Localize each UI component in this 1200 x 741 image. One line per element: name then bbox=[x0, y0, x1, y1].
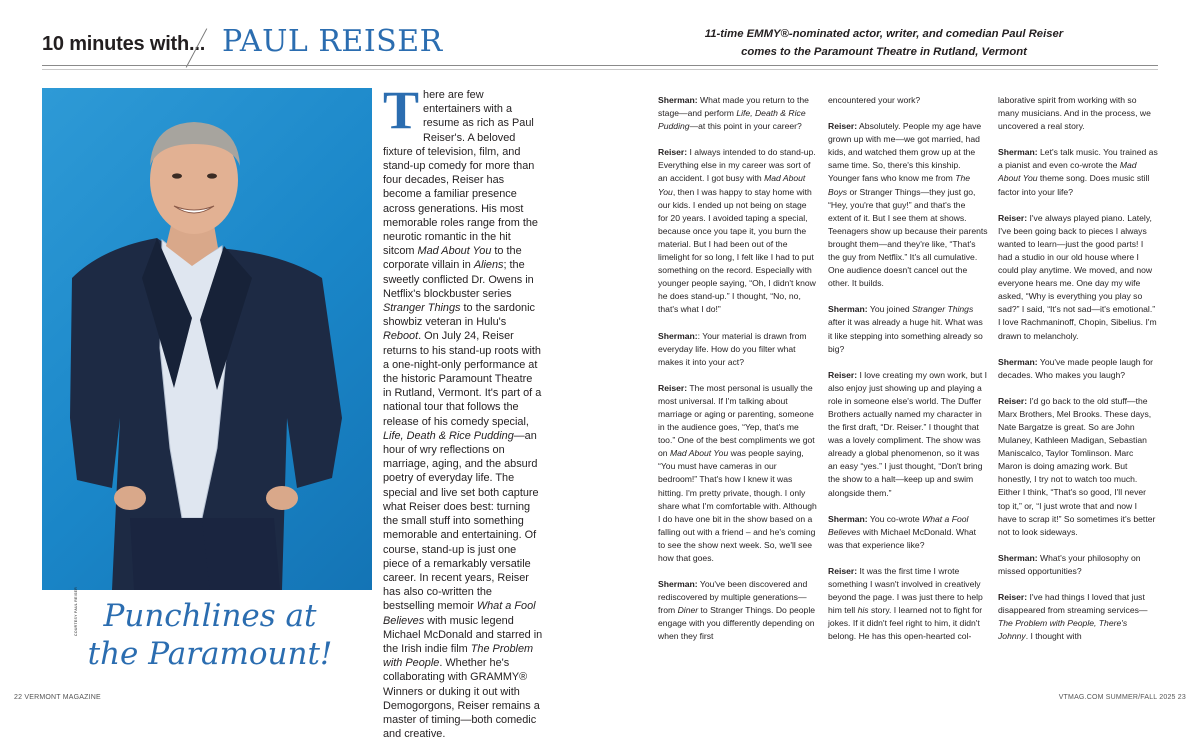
interview-paragraph bbox=[658, 146, 818, 316]
section-kicker: 10 minutes with... bbox=[42, 33, 206, 55]
paragraph-text: : Your material is drawn from everyday life. How do you filter what makes it into your act? bbox=[658, 330, 807, 367]
paragraph-tail: , then I was happy to stay home with our kids. I ended up not being on stage for 20 years. I avoided taping a special, because once you tape it, you burn the material. But I had been out of the limelight for so long, I felt like I had to put something on the record. Especially with younger people saying, “Oh, I didn't know he does stand-up.” I thought, “No, no, that's what I do!” bbox=[658, 186, 816, 315]
intro-text: —an hour of wry reflections on marriage, aging, and the absurd poetry of everyday life. The special and live set both capture what Reiser does best: turning the small stuff into something memorable and entertaining. Of course, stand-up is just one piece of a remarkably versatile career. In recent years, Reiser has also co-written the bestselling memoir bbox=[383, 429, 539, 613]
paragraph-italic: his bbox=[857, 605, 869, 616]
paragraph-italic: What a Fool Believes bbox=[828, 513, 969, 537]
intro-text: to the corporate villain in bbox=[383, 245, 522, 272]
folio-left: 22 VERMONT MAGAZINE bbox=[14, 694, 101, 701]
paragraph-text: I always intended to do stand-up. Everything else in my career was sort of an accident. I got busy with bbox=[658, 147, 816, 184]
interview-paragraph bbox=[998, 552, 1158, 578]
interview-paragraph bbox=[998, 94, 1158, 133]
paragraph-tail: . I thought with bbox=[1025, 631, 1082, 642]
paragraph-italic: Mad About You bbox=[998, 160, 1137, 184]
paragraph-text: I love creating my own work, but I also enjoy just showing up and playing a role in someone else's world. The Duffer Brothers actually named my character in the first draft, “Dr. Reiser.” I thought that was a lovely compliment. The show was already a global phenomenon, so it was an easy “yes.” I just thought, “Don't bring the show to a halt—keep up and swim alongside them.” bbox=[828, 369, 988, 498]
intro-text: . Whether he's collaborating with GRAMMY® Winners or duking it out with Demogorgons, Reiser remains a master of timing—both comedic and creative. bbox=[383, 657, 540, 741]
speaker-label: Reiser: bbox=[658, 382, 688, 393]
paragraph-text: What's your philosophy on missed opportunities? bbox=[998, 552, 1141, 576]
speaker-label: Sherman: bbox=[658, 579, 698, 590]
paragraph-tail: was people saying, “You must have cameras in our bedroom!” That's how I knew it was hitting. I'm pretty private, though. I only share what I'm comfortable with. Although I do have one bit in the show based on a falling out with a friend – and he's coming to see the show next week. So, we'll see how that goes. bbox=[658, 448, 817, 563]
drop-cap: T bbox=[383, 80, 420, 140]
tagline-line-2: comes to the Paramount Theatre in Rutland, Vermont bbox=[741, 46, 1027, 58]
speaker-label: Sherman: bbox=[658, 95, 698, 105]
paragraph-tail: after it was already a huge hit. What was it like stepping into something already so big? bbox=[828, 317, 983, 354]
paragraph-text: I've had things I loved that just disappeared from streaming services— bbox=[998, 592, 1148, 616]
intro-text: with music legend Michael McDonald and starred in the Irish indie film bbox=[383, 614, 543, 655]
article-headline bbox=[60, 597, 360, 673]
paragraph-tail: story. I learned not to fight for jokes. If it didn't feel right to him, it didn't belong. He has this open-hearted col- bbox=[828, 605, 983, 642]
paragraph-italic: Mad About You bbox=[658, 173, 806, 197]
intro-italic: Aliens bbox=[473, 259, 504, 272]
paragraph-text: Absolutely. People my age have grown up with me—we got married, had kids, and watched them grow up at the same time. So, there's this kinship. Younger fans who know me from bbox=[828, 121, 982, 184]
paragraph-text: It was the first time I wrote something I wasn't involved in creatively beyond the page. I was just there to help him tell bbox=[828, 565, 983, 616]
intro-text: here are few entertainers with a resume as rich as Paul Reiser's. A beloved fixture of television, film, and stand-up comedy for more than four decades, Reiser has become a familiar presence across generations. His most memorable roles range from the neurotic romantic in the hit sitcom bbox=[383, 89, 538, 258]
paragraph-tail: with Michael McDonald. What was that experience like? bbox=[828, 526, 977, 550]
intro-italic: What a Fool Believes bbox=[383, 600, 536, 627]
paragraph-tail: to Stranger Things. Do people engage with you differently depending on when they first bbox=[658, 605, 816, 642]
intro-italic: Stranger Things bbox=[383, 302, 461, 315]
speaker-label: Reiser: bbox=[658, 147, 688, 158]
speaker-label: Reiser: bbox=[828, 565, 858, 576]
paragraph-italic: Diner bbox=[677, 605, 699, 616]
interview-column-3 bbox=[998, 94, 1158, 656]
interview-paragraph bbox=[828, 303, 988, 355]
paragraph-text: I've always played piano. Lately, I've been going back to pieces I always wanted to learn—just the good parts! I had a studio in our old house where I could play anytime. We moved, and now everyone hears me. One day my wife asked, “Why is everything you play so sad?” I said, “It's not sad—it's emotional.” I love Rachmaninoff, Chopin, Sibelius. I'm drawn to melancholy. bbox=[998, 212, 1157, 341]
paragraph-text: You joined bbox=[867, 304, 913, 315]
speaker-label: Sherman: bbox=[998, 147, 1038, 158]
speaker-label: Sherman: bbox=[828, 304, 868, 315]
paragraph-text: I'd go back to the old stuff—the Marx Brothers, Mel Brooks. These days, Nate Bargatze is great. So are John Mulaney, Kathleen Madigan, Sebastian Maniscalco, Taylor Tomlinson. Marc Maron is doing amazing work. But honestly, I try not to watch too much. Either I think, “That's so good, I'll never top it,” or, “I just wrote that and now I have to scrap it!” So sometimes it's better not to look sideways. bbox=[998, 395, 1156, 537]
article-tagline bbox=[684, 25, 1084, 61]
folio-right: VTMAG.COM SUMMER/FALL 2025 23 bbox=[1058, 694, 1186, 701]
intro-italic: Life, Death & Rice Pudding bbox=[383, 429, 514, 442]
paragraph-tail: —at this point in your career? bbox=[689, 121, 802, 132]
speaker-label: Reiser: bbox=[998, 212, 1028, 223]
paragraph-italic: The Problem with People, There's Johnny bbox=[998, 618, 1128, 642]
interview-paragraph bbox=[998, 395, 1158, 539]
paragraph-text: You've been discovered and rediscovered by multiple generations—from bbox=[658, 579, 808, 616]
interview-paragraph bbox=[828, 513, 988, 552]
interview-paragraph bbox=[658, 94, 818, 133]
paragraph-text: You co-wrote bbox=[867, 513, 923, 524]
interview-paragraph bbox=[658, 382, 818, 565]
tagline-line-1: 11-time EMMY®-nominated actor, writer, and comedian Paul Reiser bbox=[704, 28, 1064, 40]
interview-column-1 bbox=[658, 94, 818, 657]
paragraph-tail: theme song. Does music still factor into your life? bbox=[998, 173, 1150, 197]
interview-paragraph bbox=[998, 356, 1158, 382]
paragraph-text: Let's talk music. You trained as a pianist and even co-wrote the bbox=[998, 147, 1158, 171]
speaker-label: Reiser: bbox=[828, 369, 858, 380]
interview-paragraph bbox=[828, 94, 988, 107]
header-rule bbox=[42, 65, 1158, 66]
intro-text: to the sardonic showbiz veteran in Hulu's bbox=[383, 302, 535, 329]
paragraph-italic: Stranger Things bbox=[912, 304, 974, 315]
speaker-label: Reiser: bbox=[998, 395, 1028, 406]
speaker-label: Reiser: bbox=[998, 592, 1028, 602]
intro-paragraph bbox=[383, 80, 543, 741]
paragraph-text: You've made people laugh for decades. Who makes you laugh? bbox=[998, 356, 1154, 380]
speaker-label: Reiser: bbox=[828, 121, 858, 132]
paragraph-italic: Life, Death & Rice Pudding bbox=[658, 108, 806, 132]
interview-paragraph bbox=[658, 330, 818, 369]
headline-line-1: Punchlines at bbox=[103, 598, 317, 634]
speaker-label: Sherman: bbox=[828, 513, 868, 524]
interview-column-2 bbox=[828, 94, 988, 656]
speaker-label: Sherman: bbox=[998, 356, 1038, 367]
interview-paragraph bbox=[998, 212, 1158, 343]
paragraph-text: encountered your work? bbox=[828, 95, 921, 105]
intro-italic: Mad About You bbox=[417, 245, 492, 258]
photo-credit: COURTESY PAUL REISER bbox=[74, 586, 78, 636]
interview-paragraph bbox=[828, 565, 988, 644]
header-rule-thin bbox=[42, 69, 1158, 70]
intro-italic: Reboot bbox=[383, 330, 419, 343]
interview-paragraph bbox=[998, 146, 1158, 198]
headline-line-2: the Paramount! bbox=[87, 636, 333, 672]
interview-paragraph bbox=[828, 120, 988, 290]
subject-name: PAUL REISER bbox=[222, 24, 443, 59]
paragraph-text: laborative spirit from working with so many musicians. And in the process, we uncovered a real story. bbox=[998, 95, 1151, 132]
paragraph-italic: The Boys bbox=[828, 173, 971, 197]
paragraph-text: The most personal is usually the most universal. If I'm talking about marriage or aging or parenting, someone in the audience goes, “Yep, that's me too.” One of the best compliments we got on bbox=[658, 382, 815, 459]
interview-paragraph bbox=[998, 591, 1158, 643]
interview-paragraph bbox=[658, 578, 818, 643]
paragraph-text: What made you return to the stage—and perform bbox=[658, 95, 809, 119]
speaker-label: Sherman: bbox=[658, 330, 698, 341]
paragraph-italic: Mad About You bbox=[669, 448, 729, 459]
interview-paragraph bbox=[828, 369, 988, 500]
paragraph-tail: or Stranger Things—they just go, “Hey, you're that guy!” and that's the extent of it. But I see them at shows. Teenagers show up because their parents brought them—and they're like, “That's the guy from Netflix.” It's all cumulative. One audience doesn't cancel out the other. It builds. bbox=[828, 186, 988, 289]
speaker-label: Sherman: bbox=[998, 552, 1038, 563]
intro-italic: The Problem with People bbox=[383, 642, 534, 670]
intro-text: ; the sweetly conflicted Dr. Owens in Netflix's blockbuster series bbox=[383, 259, 534, 300]
portrait-illustration bbox=[42, 88, 372, 590]
intro-text: . On July 24, Reiser returns to his stand-up roots with a one-night-only performance at the historic Paramount Theatre in Rutland, Vermont. It's part of a national tour that follows the release of his comedy special, bbox=[383, 330, 542, 428]
